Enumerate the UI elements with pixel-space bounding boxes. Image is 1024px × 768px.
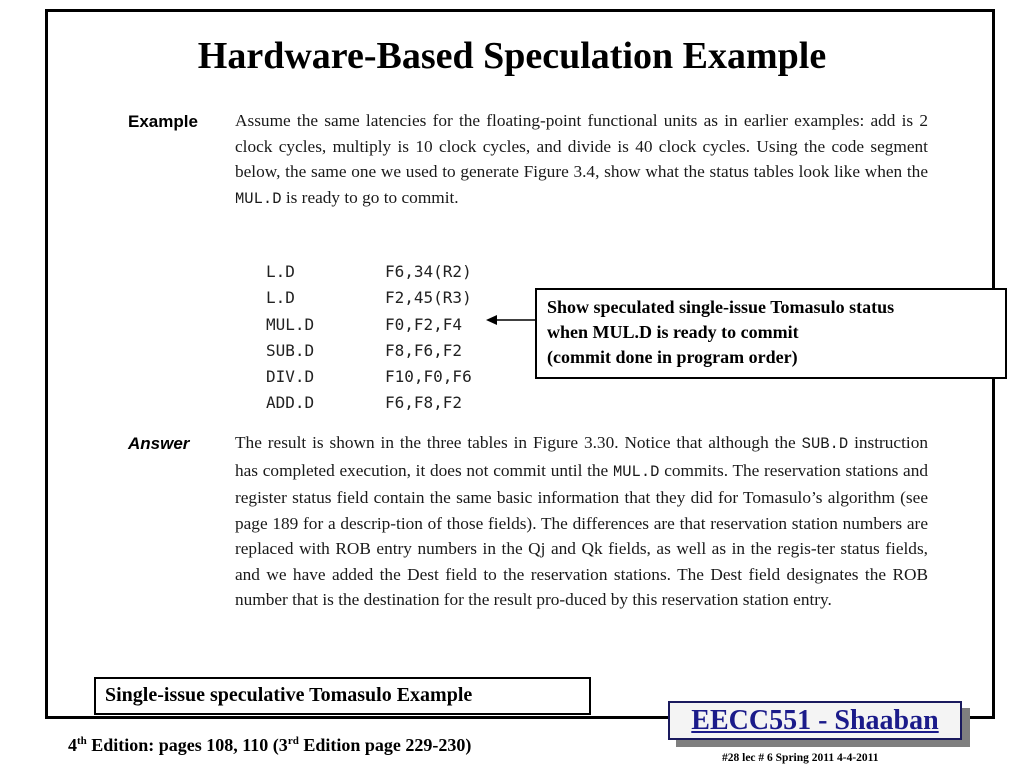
code-args: F2,45(R3) <box>385 288 472 308</box>
code-args: F6,F8,F2 <box>385 393 463 413</box>
answer-label: Answer <box>128 434 190 453</box>
code-args: F6,34(R2) <box>385 262 472 281</box>
course-brand <box>668 701 962 740</box>
code-op: L.D <box>266 288 295 308</box>
example-text-1: Assume the same latencies for the floating-point functional units as in earlier examples: add is 2 clock cycles, multiply is 10 clock cycles, and divide is 40 clock cycles. Using the code segment below, the same one we used to generate Figure 3.4, show what the status tables look like when the <box>235 111 928 181</box>
edition-suffix-2: rd <box>287 735 299 747</box>
callout-line-2: when MUL.D is ready to commit <box>547 322 799 342</box>
code-line <box>266 338 472 364</box>
slide-caption-box: Single-issue speculative Tomasulo Example <box>94 677 591 715</box>
code-line <box>266 285 472 311</box>
example-paragraph <box>235 108 928 212</box>
answer-paragraph <box>235 430 928 613</box>
code-args: F10,F0,F6 <box>385 367 472 387</box>
answer-text-3: commits. The reservation stations and register status field contain the same basic information that they did for Tomasulo’s algorithm (see page 189 for a descrip-tion of those fields). The differences are that reservation station numbers are replaced with ROB entry numbers in the Qj and Qk fields, as well as in the regis-ter status fields, and we have added the Dest field to the reservation stations. The Dest field designates the ROB number that is the destination for the result pro-duced by this reservation station entry. <box>235 460 928 609</box>
code-segment <box>266 259 472 417</box>
slide-title: Hardware-Based Speculation Example <box>197 35 827 77</box>
code-line <box>266 390 472 416</box>
callout-line-1: Show speculated single-issue Tomasulo status <box>547 297 895 317</box>
course-brand-text: EECC551 - Shaaban <box>691 705 939 736</box>
answer-text-1: The result is shown in the three tables in Figure 3.30. Notice that although the <box>235 433 802 452</box>
example-text-2: is ready to go to commit. <box>281 187 459 207</box>
code-op: ADD.D <box>266 393 315 413</box>
code-line <box>266 259 472 285</box>
callout-line-3: (commit done in program order) <box>547 347 798 367</box>
edition-pages: Edition: pages 108, 110 (3 <box>86 735 288 755</box>
code-args: F8,F6,F2 <box>385 340 463 360</box>
edition-pages-2: Edition page 229-230) <box>298 735 472 755</box>
code-op: DIV.D <box>266 367 315 387</box>
code-op: MUL.D <box>266 314 315 334</box>
callout-box <box>535 288 1007 379</box>
code-line <box>266 364 472 390</box>
edition-suffix: th <box>77 735 87 747</box>
answer-code-sub: SUB.D <box>801 435 849 453</box>
code-args: F0,F2,F4 <box>385 314 463 334</box>
lecture-info: #28 lec # 6 Spring 2011 4-4-2011 <box>722 752 879 764</box>
code-op: SUB.D <box>266 340 315 360</box>
arrow-left-icon <box>486 314 538 326</box>
edition-number: 4 <box>68 735 77 755</box>
code-line <box>266 312 472 338</box>
example-code-mul: MUL.D <box>235 189 282 208</box>
edition-reference <box>68 735 471 756</box>
example-label: Example <box>128 112 198 131</box>
answer-text-2: instruction has completed execution, it does not commit until the <box>235 433 928 480</box>
code-op: L.D <box>266 262 295 281</box>
answer-code-mul: MUL.D <box>612 462 660 481</box>
